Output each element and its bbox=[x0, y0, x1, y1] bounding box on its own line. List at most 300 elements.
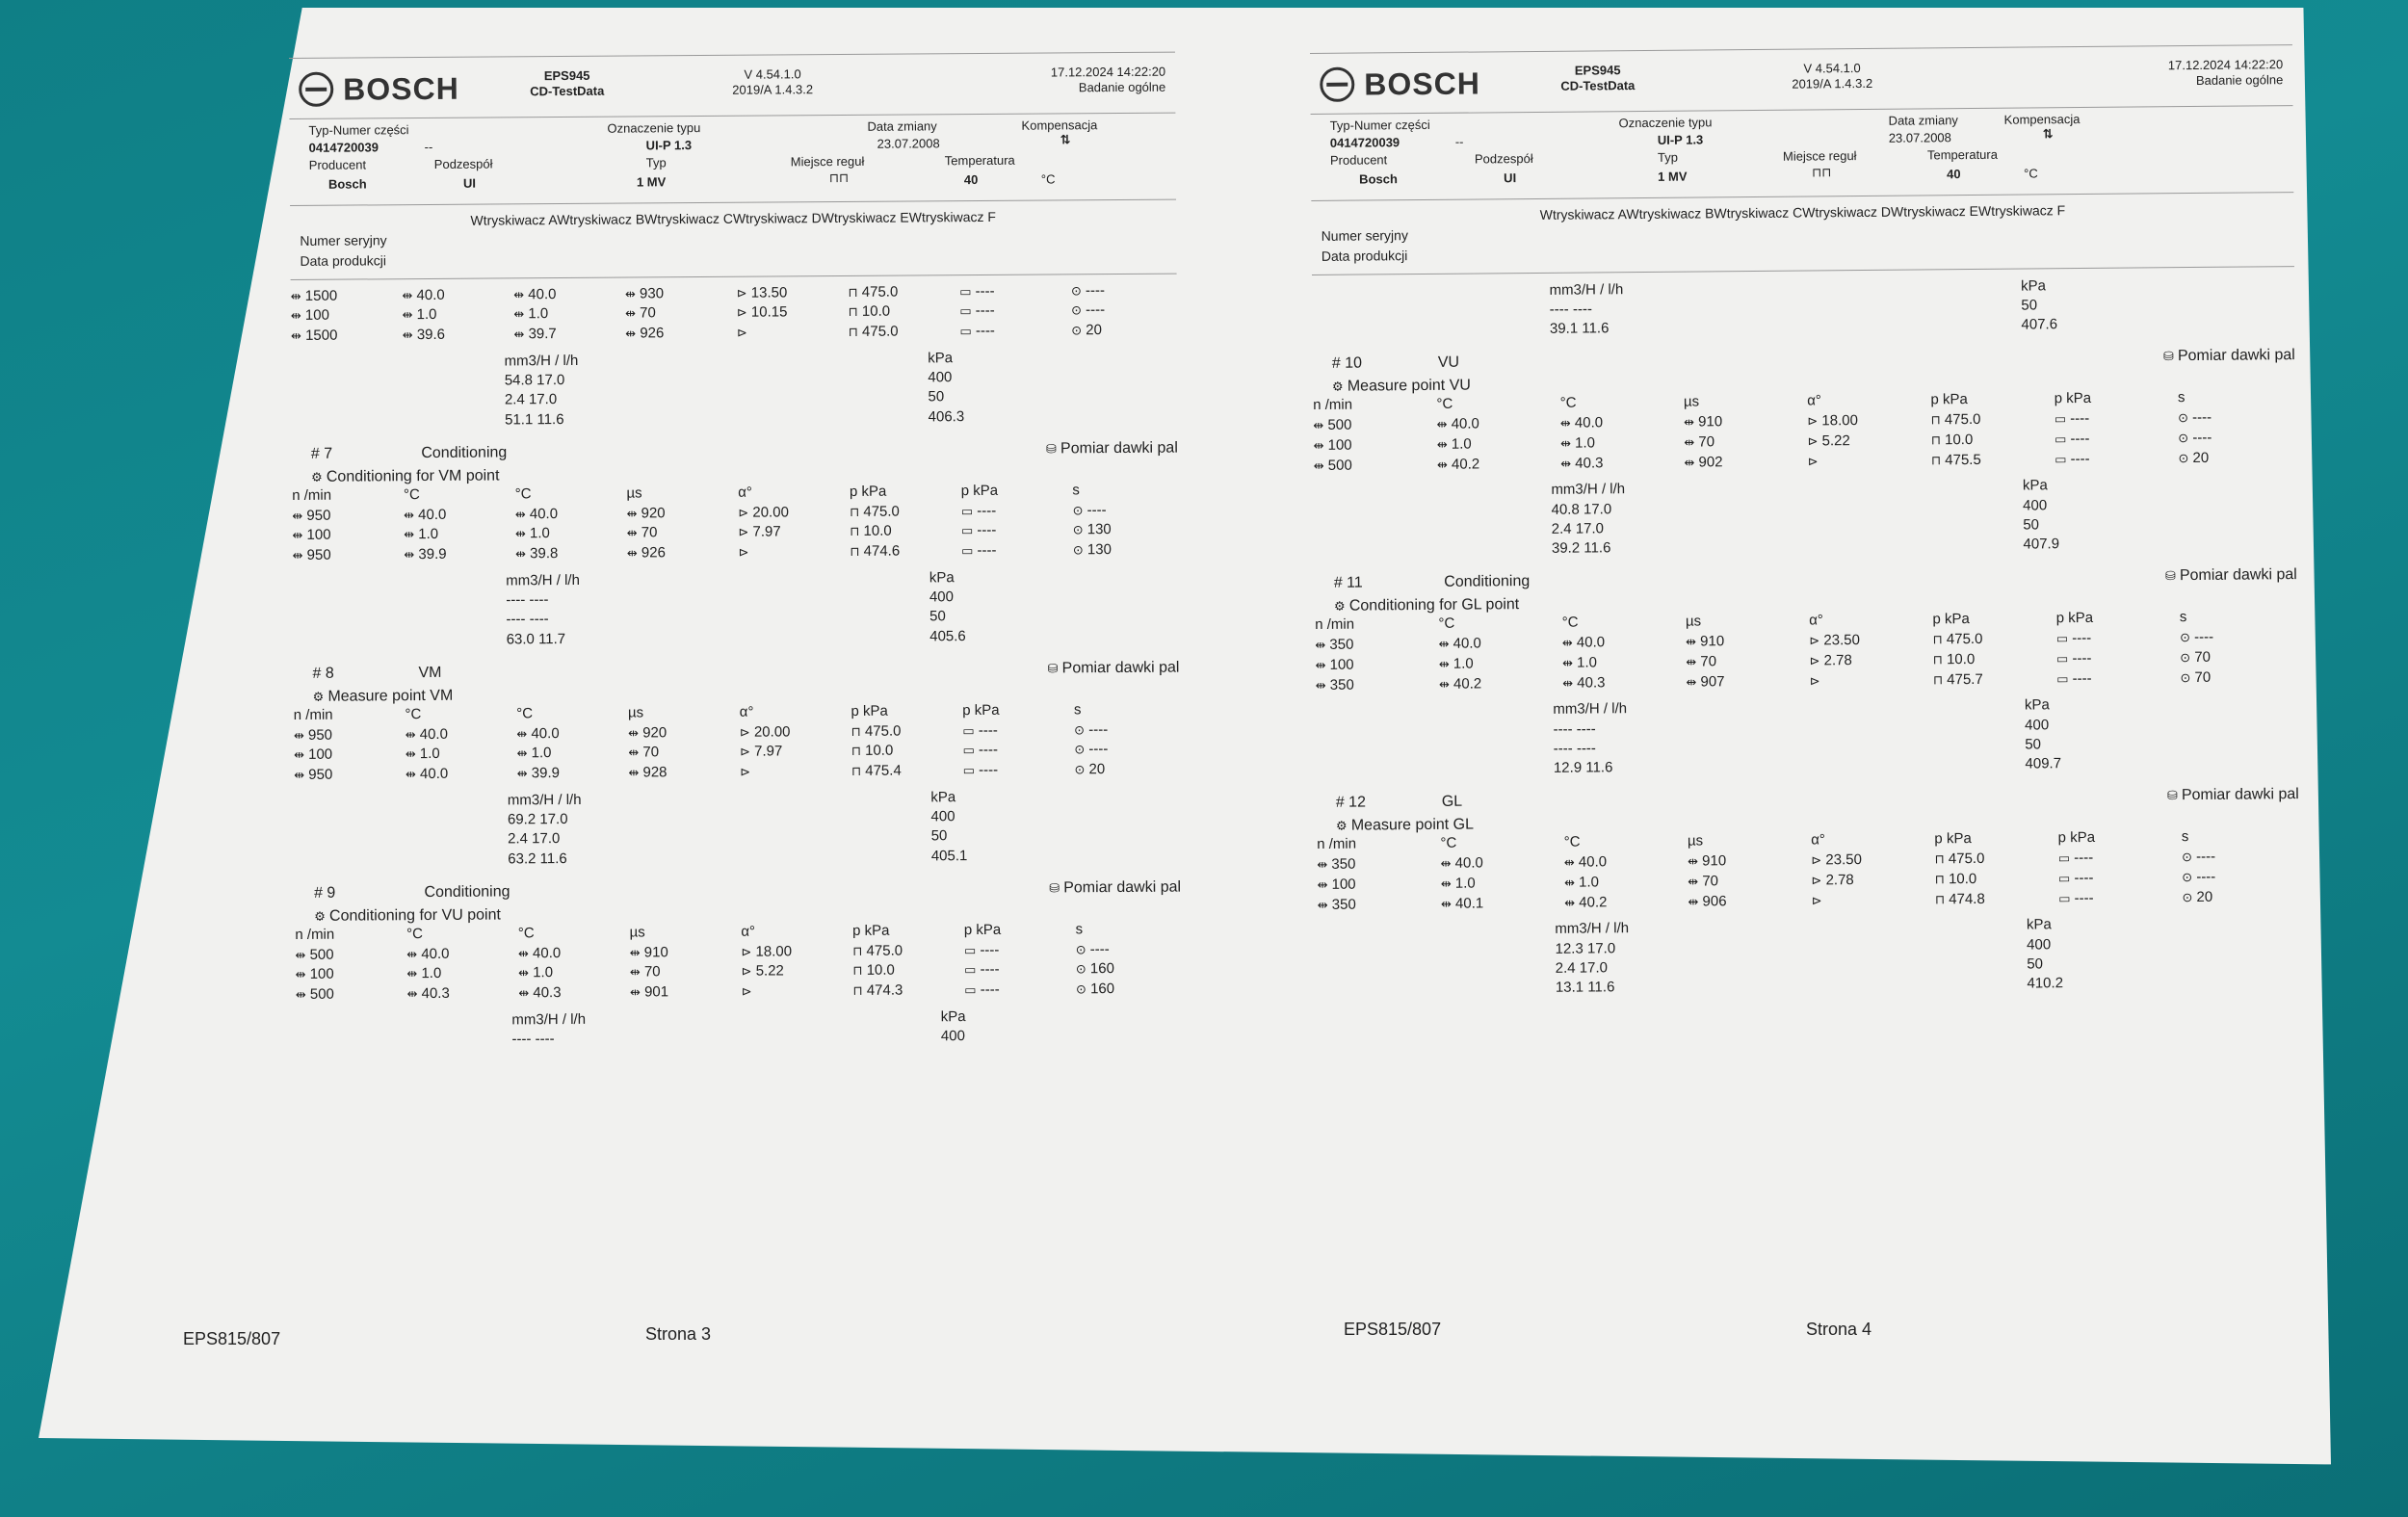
pressure-value: 50 bbox=[929, 608, 946, 625]
grid-cell bbox=[2178, 408, 2295, 428]
section-num: 12 bbox=[1348, 794, 1367, 811]
grid-cell bbox=[1073, 541, 1179, 561]
flow-value: 2.4 bbox=[508, 830, 529, 848]
cell-value: 40.0 bbox=[421, 945, 450, 962]
cell-value: 39.9 bbox=[531, 765, 560, 782]
pressure-header: kPa bbox=[2021, 276, 2047, 295]
param-icon: ⇹ bbox=[517, 946, 534, 961]
column-header: p kPa bbox=[2057, 829, 2096, 847]
grid-cell bbox=[1811, 871, 1928, 890]
section-heading bbox=[1334, 572, 1531, 593]
column-header: p kPa bbox=[852, 922, 890, 939]
grid-cell bbox=[848, 283, 954, 302]
grid-cell bbox=[964, 961, 1070, 981]
pressure-value: 50 bbox=[2025, 736, 2042, 753]
flow-row bbox=[1554, 739, 1628, 759]
param-icon: ⇹ bbox=[294, 748, 309, 764]
cell-value: 160 bbox=[1089, 960, 1114, 978]
measure-section bbox=[292, 438, 1179, 650]
cell-value: 350 bbox=[1329, 636, 1354, 653]
param-icon: ⇹ bbox=[295, 987, 310, 1003]
flow-value: ---- bbox=[1553, 720, 1573, 738]
build: 2019/A 1.4.3.2 bbox=[732, 82, 814, 98]
param-icon: ⇹ bbox=[290, 328, 306, 344]
cell-value: 70 bbox=[2194, 648, 2212, 666]
action-label: Pomiar dawki pal bbox=[1063, 878, 1182, 897]
param-icon: ⊳ bbox=[1807, 414, 1822, 430]
grid-cell bbox=[1562, 673, 1680, 693]
grid-cell bbox=[513, 305, 619, 325]
grid-cell bbox=[626, 504, 732, 523]
cell-value: 950 bbox=[306, 507, 331, 524]
measure-section bbox=[295, 877, 1182, 1051]
grid-cell bbox=[1810, 671, 1927, 691]
flow-row bbox=[1553, 719, 1627, 740]
flow-row bbox=[506, 610, 580, 630]
param-icon: ⊙ bbox=[1071, 324, 1086, 339]
part-label: Typ-Numer części bbox=[1329, 117, 1430, 133]
measure-icon: ⛁ bbox=[2164, 569, 2181, 585]
column-header: n /min bbox=[1315, 615, 1355, 634]
grid-cell bbox=[1564, 853, 1682, 873]
section-heading bbox=[1332, 353, 1459, 374]
param-icon: ⊓ bbox=[848, 305, 862, 321]
param-icon: ⊓ bbox=[1932, 672, 1948, 688]
grid-cell bbox=[959, 322, 1065, 341]
footer-page-3: Strona 3 bbox=[645, 1324, 712, 1344]
part-value: 0414720039 bbox=[1329, 135, 1400, 150]
grid-cell bbox=[627, 544, 733, 563]
param-icon: ⇹ bbox=[295, 968, 310, 983]
part-info bbox=[1311, 106, 2294, 201]
cell-value: 907 bbox=[1700, 672, 1725, 690]
temp-value: 40 bbox=[963, 172, 979, 188]
cell-value: 10.0 bbox=[1944, 431, 1974, 449]
column-header: p kPa bbox=[963, 921, 1002, 938]
grid-cell bbox=[2178, 429, 2295, 448]
cell-value: ---- bbox=[980, 981, 1000, 999]
grid-cell bbox=[1076, 981, 1182, 1000]
grid-cell bbox=[628, 764, 734, 783]
column-header: n /min bbox=[1317, 835, 1357, 853]
flow-value: ---- bbox=[1553, 740, 1573, 757]
grid-cell bbox=[1931, 410, 2049, 430]
grid-cell bbox=[516, 745, 622, 764]
cell-value: 920 bbox=[641, 504, 666, 521]
column-header: α° bbox=[1809, 612, 1823, 629]
report-header bbox=[1310, 44, 2293, 115]
footer-model: EPS815/807 bbox=[1344, 1320, 1442, 1339]
param-icon: ▭ bbox=[960, 504, 978, 519]
cell-value: 40.0 bbox=[532, 944, 562, 961]
grid-cell bbox=[962, 742, 1068, 761]
cell-value: 475.0 bbox=[1948, 850, 1985, 868]
flow-header: mm3/H / l/h bbox=[1551, 481, 1626, 499]
subtitle-text: Measure point VM bbox=[327, 687, 454, 705]
cell-value: ---- bbox=[2074, 849, 2094, 867]
flow-value: ---- bbox=[529, 611, 549, 628]
cell-value: 910 bbox=[643, 943, 668, 960]
cell-value: 7.97 bbox=[754, 743, 783, 760]
measure-section bbox=[1313, 346, 2297, 561]
cell-value: 475.0 bbox=[1946, 630, 1983, 648]
param-icon: ⇹ bbox=[1317, 877, 1332, 893]
cell-value: 40.0 bbox=[529, 505, 559, 522]
cell-value: ---- bbox=[2196, 848, 2216, 866]
grid-cell bbox=[2180, 648, 2297, 667]
param-icon: ⇹ bbox=[1315, 638, 1330, 653]
param-icon: ⊳ bbox=[1809, 673, 1820, 689]
param-icon: ⊙ bbox=[2180, 670, 2195, 686]
param-icon: ▭ bbox=[959, 325, 976, 340]
cell-value: 130 bbox=[1086, 521, 1112, 538]
flow-row bbox=[1556, 978, 1630, 998]
cell-value: 928 bbox=[642, 764, 667, 781]
param-icon: ⇹ bbox=[1313, 438, 1328, 454]
column-header: s bbox=[1072, 482, 1080, 499]
top-measure-block bbox=[1312, 275, 2294, 342]
flow-row bbox=[505, 390, 579, 410]
version: V 4.54.1.0 bbox=[1803, 61, 1861, 76]
grid-cell bbox=[852, 961, 958, 981]
flow-value: 11.6 bbox=[1585, 759, 1613, 776]
grid-cell bbox=[1076, 960, 1182, 980]
grid-cell bbox=[1071, 301, 1177, 321]
gear-icon: ⚙ bbox=[310, 470, 327, 485]
param-icon: ⇹ bbox=[1559, 436, 1576, 452]
param-icon: ⇹ bbox=[1686, 655, 1701, 670]
cell-value: 40.0 bbox=[416, 286, 445, 303]
column-header: α° bbox=[739, 703, 754, 720]
cell-value: 1.0 bbox=[529, 525, 550, 542]
grid-cell bbox=[627, 524, 733, 543]
param-icon: ⊙ bbox=[2182, 890, 2197, 905]
grid-cell bbox=[849, 302, 955, 322]
grid-cell bbox=[1686, 672, 1803, 692]
bosch-armature-icon bbox=[299, 72, 333, 107]
section-num: 11 bbox=[1347, 574, 1363, 591]
grid-cell bbox=[737, 283, 843, 302]
top-measure-block bbox=[291, 281, 1178, 432]
compensation-icon: ⇅ bbox=[2042, 127, 2054, 143]
flow-row bbox=[1556, 958, 1630, 979]
cell-value: 70 bbox=[641, 524, 658, 541]
grid-cell bbox=[2056, 629, 2174, 648]
param-icon: ⇹ bbox=[1684, 435, 1699, 451]
section-num: 8 bbox=[325, 665, 334, 682]
cell-value: 39.6 bbox=[416, 326, 446, 344]
cell-value: ---- bbox=[2072, 629, 2092, 647]
param-icon: ⇹ bbox=[1436, 417, 1452, 432]
column-header: s bbox=[2177, 389, 2186, 406]
param-icon: ⊙ bbox=[2180, 631, 2195, 646]
grid-cell bbox=[1318, 895, 1435, 914]
grid-cell bbox=[740, 763, 846, 782]
param-icon: ⊓ bbox=[850, 525, 864, 540]
subtitle-text: Conditioning for VU point bbox=[328, 906, 501, 925]
grid-cell bbox=[739, 543, 845, 562]
type-label: Oznaczenie typu bbox=[607, 120, 701, 136]
param-icon: ⇹ bbox=[402, 308, 417, 324]
grid-cell bbox=[1071, 281, 1177, 301]
cell-value: 100 bbox=[308, 745, 333, 764]
column-header: n /min bbox=[1313, 396, 1353, 414]
cell-value: 902 bbox=[1698, 453, 1723, 470]
cell-value: 40.0 bbox=[1578, 853, 1608, 871]
grid-cell bbox=[291, 327, 397, 346]
type-value: UI-P 1.3 bbox=[645, 138, 693, 153]
sub-measure bbox=[1350, 275, 2256, 341]
param-icon: ⊓ bbox=[1930, 453, 1946, 468]
pressure-header: kPa bbox=[928, 349, 954, 367]
grid-cell bbox=[1073, 521, 1179, 540]
grid-cell bbox=[1441, 854, 1558, 874]
grid-cell bbox=[850, 503, 955, 522]
section-action bbox=[1046, 438, 1178, 458]
grid-cell bbox=[1071, 322, 1177, 341]
cell-value: 40.0 bbox=[419, 765, 449, 783]
param-icon: ⇹ bbox=[292, 509, 307, 524]
section-number bbox=[1332, 353, 1438, 374]
section-number bbox=[311, 444, 417, 464]
measure-icon: ⛁ bbox=[2166, 789, 2183, 804]
section-num: 7 bbox=[324, 445, 333, 462]
grid-cell bbox=[2055, 450, 2172, 469]
grid-cell bbox=[518, 984, 624, 1004]
grid-cell bbox=[2058, 889, 2176, 908]
param-icon: ⇹ bbox=[1313, 418, 1328, 433]
section-number bbox=[314, 883, 420, 903]
flow-value: 11.6 bbox=[1587, 979, 1615, 996]
column-header: α° bbox=[1811, 831, 1825, 849]
param-icon: ⊓ bbox=[1934, 892, 1950, 907]
grid-cell bbox=[292, 526, 398, 545]
grid-cell bbox=[851, 742, 957, 761]
param-icon: ▭ bbox=[2056, 671, 2073, 687]
cell-value: 1.0 bbox=[533, 964, 554, 981]
column-header: n /min bbox=[292, 486, 332, 504]
flow-row bbox=[508, 829, 582, 850]
action-label: Pomiar dawki pal bbox=[1061, 659, 1180, 677]
flow-value: 2.4 bbox=[1551, 520, 1572, 537]
report-page-3 bbox=[289, 52, 1182, 1059]
pressure-value: 409.7 bbox=[2025, 755, 2062, 772]
grid-cell bbox=[296, 985, 402, 1005]
grid-cell bbox=[961, 522, 1067, 541]
grid-cell bbox=[1686, 652, 1803, 671]
cell-value: 18.00 bbox=[1821, 412, 1859, 430]
cell-value: ---- bbox=[1086, 301, 1106, 319]
grid-cell bbox=[406, 945, 512, 964]
grid-cell bbox=[406, 765, 511, 784]
cell-value: 475.0 bbox=[863, 503, 900, 520]
column-header: α° bbox=[741, 923, 756, 940]
cell-value: 40.0 bbox=[1574, 414, 1604, 432]
column-header: p kPa bbox=[962, 701, 1000, 719]
flow-header: mm3/H / l/h bbox=[504, 352, 579, 370]
cell-value: 474.3 bbox=[866, 981, 903, 999]
cell-value: 100 bbox=[306, 526, 331, 544]
measure-grid bbox=[1315, 608, 2298, 694]
cell-value: 40.2 bbox=[1453, 674, 1482, 693]
section-action bbox=[1048, 658, 1180, 678]
flow-value: 2.4 bbox=[504, 391, 525, 408]
cell-value: 20 bbox=[1088, 761, 1106, 778]
cell-value: 10.0 bbox=[863, 522, 892, 540]
flow-value: 17.0 bbox=[1575, 520, 1605, 537]
sub-measure bbox=[1356, 914, 2263, 1000]
grid-cell bbox=[1439, 655, 1557, 674]
cell-value: 70 bbox=[642, 744, 660, 761]
param-icon: ⊓ bbox=[851, 745, 866, 760]
column-header: s bbox=[1073, 701, 1082, 719]
grid-cell bbox=[293, 546, 399, 565]
bosch-logo bbox=[299, 69, 459, 109]
param-icon: ⇹ bbox=[625, 327, 641, 342]
column-header: n /min bbox=[293, 706, 333, 723]
cell-value: 1.0 bbox=[531, 745, 552, 762]
param-icon: ⇹ bbox=[1438, 657, 1453, 672]
flow-value: 2.4 bbox=[1555, 959, 1576, 977]
grid-cell bbox=[1439, 674, 1557, 693]
hash: # bbox=[1333, 574, 1348, 592]
param-icon: ▭ bbox=[964, 963, 981, 979]
hash: # bbox=[310, 445, 325, 462]
sub-value: UI bbox=[462, 175, 476, 191]
grid-cell bbox=[295, 946, 401, 965]
param-icon: ⇹ bbox=[290, 309, 305, 325]
cell-value: ---- bbox=[978, 742, 999, 759]
param-icon: ⇹ bbox=[513, 327, 529, 343]
sub-measure bbox=[334, 1007, 1143, 1051]
param-icon: ⇹ bbox=[1317, 898, 1332, 913]
param-icon: ⇹ bbox=[1440, 876, 1455, 892]
cell-value: ---- bbox=[977, 541, 997, 560]
gear-icon: ⚙ bbox=[1331, 379, 1348, 396]
grid-cell bbox=[1807, 432, 1924, 451]
section-num: 10 bbox=[1345, 354, 1363, 372]
column-header: °C bbox=[516, 704, 534, 722]
prod-date-label: Data produkcji bbox=[300, 251, 387, 269]
model: EPS945 bbox=[543, 67, 590, 84]
flow-row bbox=[508, 849, 582, 869]
footer-page-4: Strona 4 bbox=[1806, 1320, 1872, 1339]
param-icon: ⇹ bbox=[518, 966, 534, 981]
cell-value: 930 bbox=[639, 284, 665, 301]
param-icon: ⊳ bbox=[1811, 874, 1826, 889]
flow-header: mm3/H / l/h bbox=[1555, 920, 1630, 938]
section-number bbox=[1336, 793, 1442, 813]
grid-cell bbox=[2056, 669, 2174, 689]
param-icon: ▭ bbox=[2055, 452, 2071, 467]
grid-cell bbox=[403, 306, 509, 326]
param-icon: ⊳ bbox=[1811, 893, 1822, 908]
sections bbox=[292, 438, 1182, 1051]
param-icon: ⇹ bbox=[516, 746, 532, 762]
grid-cell bbox=[1812, 891, 1929, 910]
flow-value: ---- bbox=[1576, 740, 1596, 757]
cell-value: ---- bbox=[2074, 889, 2094, 906]
dash: -- bbox=[424, 139, 433, 155]
grid-cell bbox=[738, 503, 844, 522]
cell-value: 10.0 bbox=[1948, 870, 1977, 887]
param-icon: ▭ bbox=[2054, 432, 2071, 448]
param-icon: ⇹ bbox=[293, 728, 308, 744]
cell-value: 100 bbox=[304, 306, 329, 325]
param-icon: ⊓ bbox=[852, 944, 867, 959]
cell-value: 5.22 bbox=[755, 962, 784, 980]
prod-label: Producent bbox=[1329, 152, 1388, 168]
measure-icon: ⛁ bbox=[2162, 350, 2179, 365]
param-icon: ⊳ bbox=[741, 945, 756, 960]
gear-icon: ⚙ bbox=[1333, 599, 1349, 615]
param-icon: ⊳ bbox=[736, 305, 751, 322]
section-num: 9 bbox=[327, 884, 336, 902]
hash: # bbox=[313, 884, 327, 902]
grid-cell bbox=[625, 304, 731, 324]
param-icon: ▭ bbox=[2054, 412, 2071, 428]
pressure-value: 50 bbox=[928, 388, 945, 405]
cell-value: 130 bbox=[1086, 541, 1112, 559]
flow-value: 69.2 bbox=[507, 811, 537, 828]
prod-label: Producent bbox=[308, 157, 367, 172]
cell-value: 5.22 bbox=[1821, 432, 1850, 450]
grid-cell bbox=[630, 983, 736, 1003]
pressure-value: 50 bbox=[2021, 297, 2038, 314]
grid-cell bbox=[1314, 456, 1431, 475]
column-header: s bbox=[1075, 921, 1084, 938]
param-icon: ⊙ bbox=[2178, 451, 2193, 466]
datetime: 17.12.2024 14:22:20 bbox=[1050, 64, 1166, 80]
param-icon: ⊳ bbox=[1807, 454, 1819, 470]
cell-value: 70 bbox=[1698, 433, 1715, 451]
grid-cell bbox=[1316, 675, 1433, 694]
flow-values bbox=[511, 1010, 586, 1050]
cell-value: 475.5 bbox=[1945, 451, 1981, 468]
model: EPS945 bbox=[1574, 63, 1621, 78]
cell-value: 906 bbox=[1702, 892, 1727, 909]
grid-cell bbox=[852, 942, 958, 961]
cell-value: ---- bbox=[975, 302, 995, 320]
cell-value: 40.0 bbox=[1576, 634, 1606, 651]
cell-value: 40.0 bbox=[1451, 415, 1479, 432]
grid-cell bbox=[959, 302, 1065, 322]
cell-value: 1500 bbox=[304, 327, 338, 344]
flow-row bbox=[1552, 519, 1626, 539]
cell-value: 910 bbox=[1698, 413, 1723, 431]
param-icon: ⇹ bbox=[513, 287, 529, 302]
param-icon: ▭ bbox=[960, 524, 978, 539]
grid-cell bbox=[740, 743, 846, 762]
cell-value: 475.4 bbox=[865, 762, 902, 779]
grid-cell bbox=[1935, 890, 2053, 909]
grid-cell bbox=[517, 765, 623, 784]
grid-cell bbox=[1439, 635, 1557, 654]
cell-value: 160 bbox=[1089, 981, 1115, 998]
cell-value: 1.0 bbox=[1576, 654, 1597, 671]
flow-header: mm3/H / l/h bbox=[1549, 280, 1624, 299]
param-icon: ⇹ bbox=[1684, 415, 1699, 431]
section-title bbox=[312, 658, 1179, 683]
change-label: Data zmiany bbox=[1888, 113, 1958, 128]
param-icon: ⊳ bbox=[1809, 654, 1824, 669]
grid-cell bbox=[1933, 650, 2051, 669]
param-icon: ⇹ bbox=[1438, 637, 1453, 652]
param-icon: ⇹ bbox=[1688, 894, 1703, 910]
section-action bbox=[2167, 785, 2299, 805]
cell-value: 40.0 bbox=[419, 725, 448, 743]
flow-value: 51.1 bbox=[505, 410, 534, 428]
